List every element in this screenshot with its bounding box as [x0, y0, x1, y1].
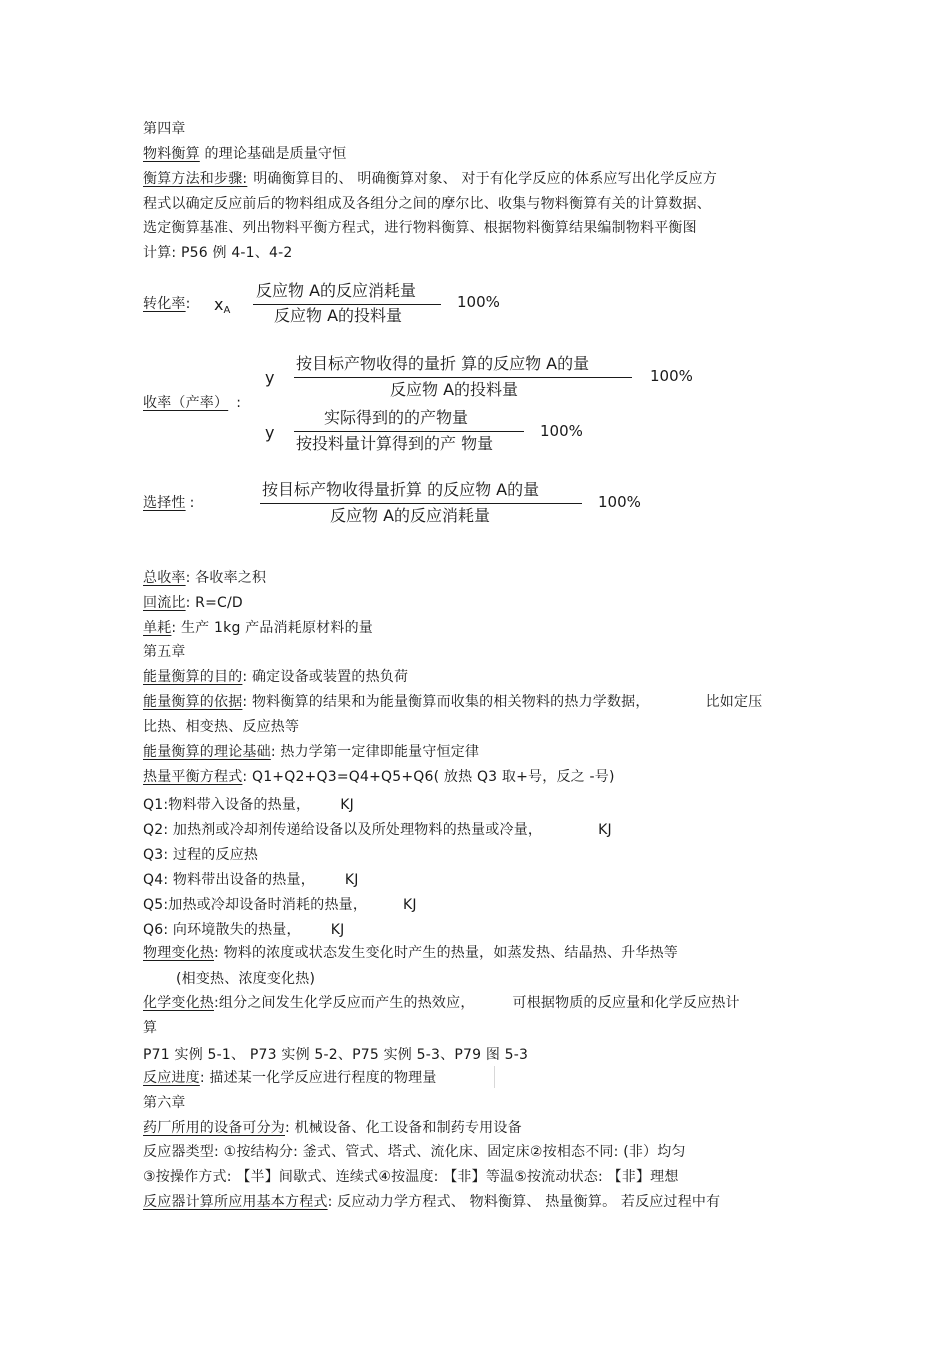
unit-consumption-row: [143, 619, 373, 637]
energy-purpose-text: : 确定设备或装置的热负荷: [242, 669, 409, 685]
reactor-equations-text: : 反应动力学方程式、 物料衡算、 热量衡算。 若反应过程中有: [327, 1194, 721, 1210]
conversion-numerator: 反应物 A的反应消耗量: [256, 281, 417, 300]
conversion-colon: :: [185, 296, 191, 312]
yield-f2-numerator: 实际得到的的产物量: [324, 408, 469, 427]
balance-method-line2: 程式以确定反应前后的物料组成及各组分之间的摩尔比、收集与物料衡算有关的计算数据、: [143, 196, 711, 212]
chemical-heat-text: :组分之间发生化学反应而产生的热效应，: [214, 995, 475, 1011]
heat-balance-row: [143, 768, 615, 786]
term-chemical-heat: 化学变化热: [143, 995, 214, 1011]
chapter5-title: 第五章: [143, 644, 186, 660]
examples-row: P71 实例 5-1、 P73 实例 5-2、P75 实例 5-3、P79 图 5-3: [143, 1047, 529, 1063]
q5-row: [143, 896, 417, 914]
term-equipment-classes: 药厂所用的设备可分为: [143, 1120, 285, 1136]
conversion-percent: 100%: [457, 293, 500, 311]
yield-symbol-1: y: [265, 368, 275, 387]
term-material-balance: 物料衡算: [143, 146, 200, 162]
q1-text: Q1:物料带入设备的热量，: [143, 797, 311, 813]
q2-row: [143, 821, 612, 839]
selectivity-colon: :: [189, 495, 195, 511]
q6-text: Q6: 向环境散失的热量，: [143, 922, 301, 938]
yield-f1-fraction-bar: [294, 377, 632, 378]
term-unit-consumption: 单耗: [143, 620, 172, 636]
term-heat-balance: 热量平衡方程式: [143, 769, 243, 785]
term-reflux-ratio: 回流比: [143, 595, 186, 611]
conversion-symbol: $x_A$: [214, 295, 231, 316]
conversion-denominator: 反应物 A的投料量: [274, 306, 403, 325]
selectivity-denominator: 反应物 A的反应消耗量: [330, 506, 491, 525]
term-reaction-extent: 反应进度: [143, 1070, 200, 1086]
total-yield-text: : 各收率之积: [185, 570, 267, 586]
yield-f2-percent: 100%: [540, 422, 583, 440]
q2-text: Q2: 加热剂或冷却剂传递给设备以及所处理物料的热量或冷量，: [143, 822, 543, 838]
unit-consumption-text: : 生产 1kg 产品消耗原材料的量: [171, 620, 373, 636]
q2-unit: KJ: [598, 822, 612, 838]
term-energy-theory: 能量衡算的理论基础: [143, 744, 271, 760]
material-balance-basis: [143, 145, 346, 163]
yield-label-row: [143, 394, 241, 412]
balance-method-line3: 选定衡算基准、列出物料平衡方程式，进行物料衡算、根据物料衡算结果编制物料平衡图: [143, 220, 697, 236]
yield-symbol-2: y: [265, 423, 275, 442]
equipment-classes-text: : 机械设备、化工设备和制药专用设备: [285, 1120, 522, 1136]
energy-basis-tail: 比如定压: [705, 694, 763, 710]
term-conversion: 转化率: [143, 296, 186, 312]
conversion-label-row: [143, 295, 191, 313]
q6-row: [143, 921, 344, 939]
yield-f1-denominator: 反应物 A的投料量: [390, 380, 519, 399]
q4-text: Q4: 物料带出设备的热量，: [143, 872, 315, 888]
physical-heat-row: [143, 944, 678, 962]
term-physical-heat: 物理变化热: [143, 945, 214, 961]
q5-text: Q5:加热或冷却设备时消耗的热量，: [143, 897, 368, 913]
basis-text: 的理论基础是质量守恒: [199, 146, 347, 162]
conversion-fraction-bar: [253, 304, 441, 305]
q5-unit: KJ: [403, 897, 417, 913]
term-energy-basis: 能量衡算的依据: [143, 694, 243, 710]
selectivity-fraction-bar: [260, 503, 582, 504]
chapter4-title: 第四章: [143, 121, 186, 137]
text-cursor-divider: [494, 1066, 495, 1088]
selectivity-numerator: 按目标产物收得量折算 的反应物 A的量: [262, 480, 540, 499]
calc-reference: 计算: P56 例 4-1、4-2: [143, 245, 293, 261]
term-total-yield: 总收率: [143, 570, 186, 586]
selectivity-label-row: [143, 494, 195, 512]
energy-theory-text: : 热力学第一定律即能量守恒定律: [270, 744, 480, 760]
reactor-equations-row: [143, 1193, 720, 1211]
yield-f2-fraction-bar: [294, 431, 524, 432]
q6-unit: KJ: [330, 922, 345, 938]
yield-f2-denominator: 按投料量计算得到的产 物量: [296, 434, 494, 453]
energy-purpose-row: [143, 668, 408, 686]
reactor-types-line2: ③按操作方式: 【半】间歇式、连续式④按温度: 【非】等温⑤按流动状态: 【非】理想: [143, 1169, 679, 1185]
term-selectivity: 选择性: [143, 495, 186, 511]
q3-row: Q3: 过程的反应热: [143, 847, 259, 863]
energy-basis-line2: 比热、相变热、反应热等: [143, 719, 300, 735]
physical-heat-line2: (相变热、浓度变化热): [176, 971, 316, 987]
energy-basis-text: : 物料衡算的结果和为能量衡算而收集的相关物料的热力学数据，: [242, 694, 650, 710]
yield-f1-percent: 100%: [650, 367, 693, 385]
q4-unit: KJ: [344, 872, 359, 888]
reflux-ratio-row: [143, 594, 243, 612]
balance-method-line1: [143, 170, 717, 188]
yield-f1-numerator: 按目标产物收得的量折 算的反应物 A的量: [296, 354, 590, 373]
chapter6-title: 第六章: [143, 1095, 186, 1111]
heat-balance-text: : Q1+Q2+Q3=Q4+Q5+Q6( 放热 Q3 取+号，反之 -号): [242, 769, 615, 785]
reactor-types-line1: 反应器类型: ①按结构分: 釜式、管式、塔式、流化床、固定床②按相态不同: (非）均匀: [143, 1144, 686, 1160]
selectivity-percent: 100%: [598, 493, 641, 511]
total-yield-row: [143, 569, 266, 587]
reflux-text: : R=C/D: [185, 595, 243, 611]
q4-row: [143, 871, 359, 889]
physical-heat-text: : 物料的浓度或状态发生变化时产生的热量，如蒸发热、结晶热、升华热等: [214, 945, 678, 961]
term-reactor-equations: 反应器计算所应用基本方程式: [143, 1194, 328, 1210]
energy-theory-row: [143, 743, 479, 761]
term-balance-method: 衡算方法和步骤:: [143, 171, 248, 187]
reaction-extent-text: : 描述某一化学反应进行程度的物理量: [199, 1070, 437, 1086]
energy-basis-row: [143, 693, 762, 711]
q1-unit: KJ: [340, 797, 354, 813]
yield-colon: :: [236, 395, 242, 411]
term-energy-purpose: 能量衡算的目的: [143, 669, 243, 685]
chemical-heat-row: [143, 994, 740, 1012]
chemical-heat-tail: 可根据物质的反应量和化学反应热计: [512, 995, 740, 1011]
chemical-heat-line2: 算: [143, 1020, 158, 1036]
method-text: 明确衡算目的、 明确衡算对象、 对于有化学反应的体系应写出化学反应方: [253, 171, 718, 187]
q1-row: [143, 796, 354, 814]
term-yield: 收率（产率）: [143, 395, 229, 411]
equipment-classes-row: [143, 1119, 522, 1137]
reaction-extent-row: [143, 1069, 437, 1087]
